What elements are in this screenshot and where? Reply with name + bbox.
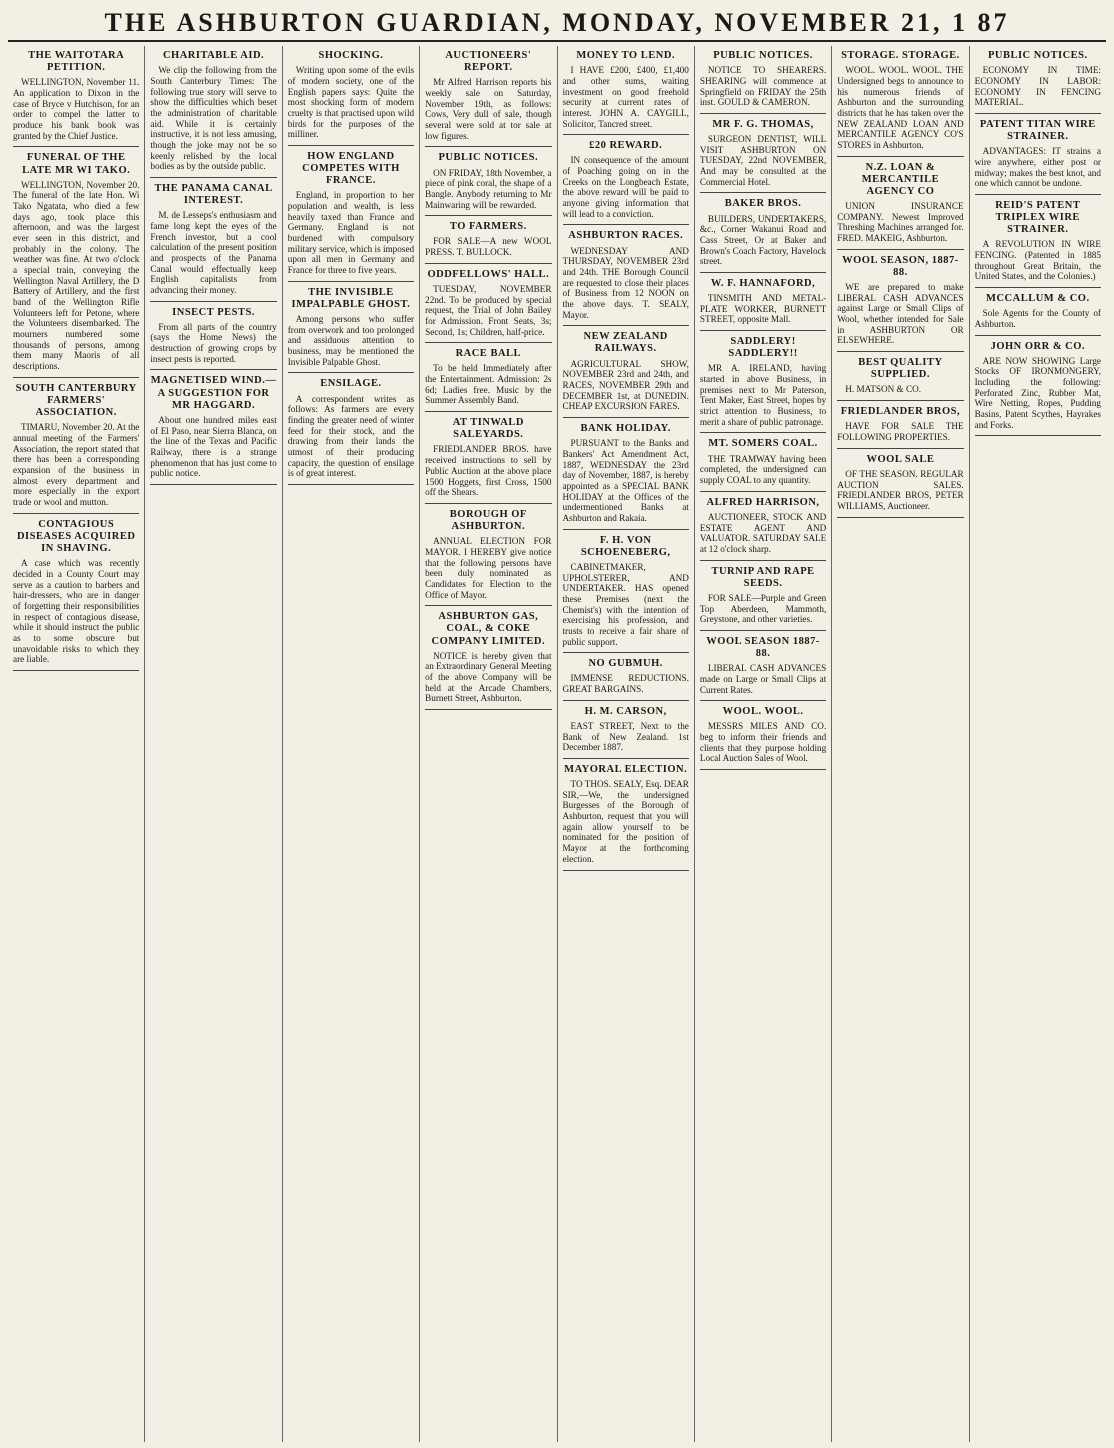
divider (700, 113, 826, 114)
article-body: ADVANTAGES: IT strains a wire anywhere, either post or midway; makes the best knot, and one which cannot be undone. (974, 146, 1101, 189)
article-body: Sole Agents for the County of Ashburton. (974, 308, 1101, 329)
article-title: MAYORAL ELECTION. (564, 763, 688, 775)
article-title: ASHBURTON RACES. (568, 230, 684, 242)
article-body: MESSRS MILES AND CO. beg to inform their friends and clients that they purpose holding Local Auction Sales of Wool. (699, 721, 827, 764)
column-6 (695, 46, 832, 1442)
article-body: LIBERAL CASH ADVANCES made on Large or Small Clips at Current Rates. (699, 663, 827, 695)
divider (975, 194, 1101, 195)
article-body: ECONOMY IN TIME: ECONOMY IN LABOR: ECONOMY IN FENCING MATERIAL. (974, 65, 1101, 108)
column-8 (970, 46, 1106, 1442)
column-5 (558, 46, 695, 1442)
article-body: THE TRAMWAY having been completed, the undersigned can supply COAL to any quantity. (699, 453, 827, 485)
article-body: WELLINGTON, November 20. The funeral of the late Hon. Wi Tako Ngatata, who died a few days ago, took place this afternoon, and was the largest ever seen in this district, and probably in the colony. The weather was fine. At two o'clock a special train, conveying the Wellington Naval Artillery, the D Battery of Artillery, and the first band of the Wellington Rifle Volunteers left for Petone, where the Volunteers disembarked. The mourners numbered some thousands of persons, among them many Maoris of all descriptions. (13, 179, 140, 372)
article-body: SURGEON DENTIST, WILL VISIT ASHBURTON ON TUESDAY, 22nd NOVEMBER, And may be consulted at the Commercial Hotel. (699, 134, 827, 187)
divider (150, 369, 276, 370)
divider (13, 377, 139, 378)
article-body: BUILDERS, UNDERTAKERS, &c., Corner Wakanui Road and Cass Street, Or at Baker and Brown's Coach Factory, Havelock street. (699, 213, 827, 267)
article-title: AUCTIONEERS' REPORT. (445, 50, 532, 74)
article-title: £20 REWARD. (589, 140, 663, 152)
divider (288, 372, 414, 373)
divider (837, 448, 963, 449)
article-body: England, in proportion to her population and wealth, is less heavily taxed than France and Germany. England is not burdened with compulsory military service, which is imposed upon all men in Germany and France for three to five years. (287, 190, 415, 276)
article-title: MONEY TO LEND. (576, 50, 676, 61)
divider (150, 177, 276, 178)
divider (837, 400, 963, 401)
article-body: M. de Lesseps's enthusiasm and fame long kept the eyes of the French investor, but a cool calculation of the present position and prospects of the Panama Canal would effectually keep English capitalists from advancing their money. (150, 210, 277, 295)
article-body: WE are prepared to make LIBERAL CASH ADVANCES against Large or Small Clips of Wool, whether intended for Sale in ASHBURTON OR ELSEWHERE. (837, 282, 964, 346)
article-title: W. F. HANNAFORD, (710, 277, 816, 289)
article-title: MCCALLUM & CO. (986, 293, 1090, 305)
article-title: FRIEDLANDER BROS, (840, 406, 961, 418)
divider (837, 351, 963, 352)
article-title: PUBLIC NOTICES. (987, 50, 1088, 61)
article-body: EAST STREET, Next to the Bank of New Zealand. 1st December 1887. (562, 720, 689, 753)
divider (13, 670, 139, 671)
article-title: SADDLERY! SADDLERY!! (728, 336, 798, 360)
article-body: AUCTIONEER, STOCK AND ESTATE AGENT AND VALUATOR. SATURDAY SALE at 12 o'clock sharp. (699, 511, 827, 554)
article-body: AGRICULTURAL SHOW, NOVEMBER 23rd and 24th, and RACES, NOVEMBER 29th and DECEMBER 1st, at DUNEDIN. CHEAP EXCURSION FARES. (562, 358, 689, 412)
article-body: WELLINGTON, November 11. An application to Dixon in the case of Bryce v Hutchison, for an order to compel the latter to produce his bank book was granted by the Chief Justice. (13, 77, 140, 141)
article-body: OF THE SEASON. REGULAR AUCTION SALES. FRIEDLANDER BROS, PETER WILLIAMS, Auctioneer. (837, 468, 964, 511)
article-title: TO FARMERS. (449, 221, 527, 233)
article-title: STORAGE. STORAGE. (841, 50, 960, 61)
article-body: WOOL. WOOL. WOOL. THE Undersigned begs to announce to his numerous friends of Ashburton and the surrounding districts that he has taken over the NEW ZEALAND LOAN AND MERCANTILE AGENCY CO'S STORES in Ashburton. (837, 65, 964, 150)
article-body: WEDNESDAY AND THURSDAY, NOVEMBER 23rd and 24th. THE Borough Council are requested to close their places of Business from 12 NOON on the above days. T. SEALY, Mayor. (562, 245, 689, 320)
article-body: TINSMITH AND METAL-PLATE WORKER, BURNETT STREET, opposite Mall. (699, 293, 827, 325)
article-title: CONTAGIOUS DISEASES ACQUIRED IN SHAVING. (16, 518, 136, 555)
article-title: ASHBURTON GAS, COAL, & COKE COMPANY LIMITED. (431, 611, 546, 647)
divider (13, 146, 139, 147)
article-title: THE WAITOTARA PETITION. (28, 50, 125, 74)
article-title: MAGNETISED WIND.—A SUGGESTION FOR MR HAGGARD. (150, 375, 277, 411)
article-body: I HAVE £200, £400, £1,400 and other sums, waiting investment on good freehold security at current rates of interest. JOHN A. CAYGILL, Solicitor, Tancred street. (562, 65, 689, 129)
article-title: MR F. G. THOMAS, (712, 118, 814, 130)
column-4 (420, 46, 557, 1442)
article-title: N.Z. LOAN & MERCANTILE AGENCY CO (861, 161, 940, 197)
divider (700, 491, 826, 492)
article-body: MR A. IRELAND, having started in above Business, in premises next to Mr Paterson, Tent Maker, East Street, hopes by strict attention to Business, to merit a share of public patronage. (699, 363, 827, 427)
article-title: SHOCKING. (318, 50, 384, 61)
article-title: JOHN ORR & CO. (990, 340, 1086, 352)
divider (150, 484, 276, 485)
article-body: IN consequence of the amount of Poaching going on in the Creeks on the Longbeach Estate, the above reward will be paid to anyone giving information that will lead to a conviction. (562, 155, 689, 219)
article-body: A correspondent writes as follows: As farmers are every finding the greater need of winter feed for their stock, and the drawing from their lands the utmost of their producing capacity, the question of ensilage is of great interest. (287, 393, 415, 479)
article-body: TUESDAY, NOVEMBER 22nd. To be produced by special request, the Trial of John Bailey for Admission. Front Seats, 3s; Second, 1s; Children, half-price. (425, 283, 552, 337)
article-title: F. H. VON SCHOENEBERG, (580, 534, 671, 558)
divider (975, 287, 1101, 288)
column-7 (832, 46, 969, 1442)
divider (563, 134, 689, 135)
article-title: ODDFELLOWS' HALL. (427, 268, 550, 280)
column-3 (283, 46, 420, 1442)
article-title: BANK HOLIDAY. (580, 422, 671, 434)
divider (425, 605, 551, 606)
divider (700, 272, 826, 273)
article-body: From all parts of the country (says the Home News) the destruction of growing crops by insect pests is reported. (150, 321, 277, 364)
article-title: H. M. CARSON, (584, 705, 667, 717)
divider (425, 411, 551, 412)
divider (837, 249, 963, 250)
article-body: NOTICE TO SHEARERS. SHEARING will commence at Springfield on FRIDAY the 25th inst. GOULD & CAMERON. (699, 65, 827, 108)
columns-container (8, 46, 1106, 1442)
divider (425, 263, 551, 264)
article-body: FOR SALE—Purple and Green Top Aberdeen, Mammoth, Greystone, and other varieties. (699, 592, 827, 625)
divider (563, 758, 689, 759)
article-title: CHARITABLE AID. (162, 50, 265, 61)
article-title: NEW ZEALAND RAILWAYS. (583, 331, 668, 355)
divider (425, 215, 551, 216)
article-body: FRIEDLANDER BROS. have received instructions to sell by Public Auction at the above place 1500 Hoggets, first Cross, 1500 off the Shears. (425, 444, 552, 498)
article-body: CABINETMAKER, UPHOLSTERER, AND UNDERTAKER. HAS opened these Premises (next the Chemist's) with the intention of exercising his profession, and trusts to receive a fair share of public support. (562, 561, 689, 647)
column-2 (145, 46, 282, 1442)
divider (700, 769, 826, 770)
divider (288, 281, 414, 282)
article-body: Mr Alfred Harrison reports his weekly sale on Saturday, November 19th, as follows: Cows, Very dull of sale, though several were sold at tor sale at low figures. (425, 77, 552, 141)
divider (700, 330, 826, 331)
divider (700, 560, 826, 561)
divider (563, 870, 689, 871)
divider (700, 700, 826, 701)
article-title: NO GUBMUH. (588, 658, 663, 670)
divider (425, 342, 551, 343)
article-title: BEST QUALITY SUPPLIED. (858, 357, 943, 381)
article-title: WOOL SALE (866, 453, 935, 465)
article-body: TO THOS. SEALY, Esq. DEAR SIR,—We, the undersigned Burgesses of the Borough of Ashburton, request that you will again allow yourself to be nominated for the position of Mayor at the forthcoming election. (562, 779, 689, 864)
divider (563, 652, 689, 653)
article-title: BOROUGH OF ASHBURTON. (449, 508, 527, 533)
article-body: H. MATSON & CO. (845, 384, 922, 395)
article-title: AT TINWALD SALEYARDS. (452, 417, 524, 441)
article-body: Writing upon some of the evils of modern society, one of the English papers says: Quite the most shocking form of modern cruelty is that practised upon wild birds for the purposes of the milliner. (287, 65, 415, 140)
article-title: BAKER BROS. (724, 198, 802, 210)
divider (837, 156, 963, 157)
article-body: About one hundred miles east of El Paso, near Sierra Blanca, on the line of the Texas and Pacific Railway, there is a strange phenomenon that has just come to public notice. (150, 414, 277, 479)
article-title: MT. SOMERS COAL. (708, 438, 818, 450)
article-body: ON FRIDAY, 18th November, a piece of pink coral, the shape of a Bangle. Anybody returning to Mr Mainwaring will be rewarded. (425, 167, 552, 210)
article-title: ENSILAGE. (320, 378, 382, 390)
divider (563, 325, 689, 326)
article-title: SOUTH CANTERBURY FARMERS' ASSOCIATION. (15, 382, 137, 419)
article-body: To be held Immediately after the Entertainment. Admission: 2s 6d; Ladies free. Music by the Summer Assembly Band. (425, 363, 552, 406)
divider (975, 335, 1101, 336)
divider (13, 513, 139, 514)
article-title: ALFRED HARRISON, (706, 496, 820, 508)
article-body: UNION INSURANCE COMPANY. Newest Improved Threshing Machines arranged for. FRED. MAKEIG, Ashburton. (837, 201, 964, 244)
divider (288, 145, 414, 146)
article-title: PATENT TITAN WIRE STRAINER. (979, 118, 1096, 143)
article-title: FUNERAL OF THE LATE MR WI TAKO. (22, 152, 131, 176)
divider (563, 224, 689, 225)
divider (563, 700, 689, 701)
article-title: HOW ENGLAND COMPETES WITH FRANCE. (302, 150, 400, 187)
divider (563, 417, 689, 418)
article-body: FOR SALE—A new WOOL PRESS. T. BULLOCK. (425, 236, 552, 258)
divider (975, 435, 1101, 436)
article-title: WOOL SEASON 1887-88. (706, 635, 820, 660)
divider (150, 301, 276, 302)
article-title: WOOL SEASON, 1887-88. (842, 254, 959, 278)
article-body: HAVE FOR SALE THE FOLLOWING PROPERTIES. (837, 421, 964, 442)
divider (563, 529, 689, 530)
article-title: TURNIP AND RAPE SEEDS. (711, 565, 815, 589)
divider (425, 146, 551, 147)
divider (975, 113, 1101, 114)
article-title: INSECT PESTS. (172, 306, 255, 318)
article-body: IMMENSE REDUCTIONS. GREAT BARGAINS. (562, 673, 689, 695)
article-body: ANNUAL ELECTION FOR MAYOR. I HEREBY give notice that the following persons have been duly nominated as Candidates for Election to the Office of Mayor. (425, 536, 552, 600)
article-body: NOTICE is hereby given that an Extraordinary General Meeting of the above Company will be held at the Arcade Chambers, Burnett Street, Ashburton. (425, 650, 552, 704)
divider (425, 709, 551, 710)
article-body: We clip the following from the South Canterbury Times: The following true story will serve to show the difficulties which beset the administration of charitable aid. While it is certainly instructive, it is not less amusing, though the joke may not be so keenly relished by the local bodies as by the outside public. (150, 65, 277, 172)
article-title: RACE BALL (455, 348, 522, 360)
divider (837, 517, 963, 518)
article-title: REID'S PATENT TRIPLEX WIRE STRAINER. (995, 199, 1081, 236)
article-title: PUBLIC NOTICES. (713, 50, 813, 61)
divider (700, 432, 826, 433)
article-body: Among persons who suffer from overwork and too prolonged and assiduous attention to business, may be mentioned the Invisible Palpable Ghost. (287, 314, 415, 367)
article-title: WOOL. WOOL. (722, 706, 804, 718)
article-body: ARE NOW SHOWING Large Stocks OF IRONMONGERY, Including the following: Perforated Zinc, Rubber Mat, Wire Netting, Ropes, Pudding Basins, Patent Scythes, Hayrakes and Forks. (974, 355, 1101, 430)
column-1 (8, 46, 145, 1442)
masthead: THE ASHBURTON GUARDIAN, MONDAY, NOVEMBER 21, 1 87 (8, 6, 1106, 42)
divider (700, 630, 826, 631)
article-title: PUBLIC NOTICES. (438, 152, 539, 164)
article-title: THE PANAMA CANAL INTEREST. (154, 182, 273, 207)
article-body: A case which was recently decided in a County Court may serve as a caution to barbers and hair-dressers, who are in danger of forgetting their responsibilities in respect of contagious disease, while it should instruct the public as to some obscure but unavoidable risks to which they are liable. (13, 558, 140, 665)
article-body: A REVOLUTION IN WIRE FENCING. (Patented in 1885 throughout Great Britain, the United States, and the Colonies.) (974, 239, 1101, 282)
divider (700, 192, 826, 193)
divider (425, 503, 551, 504)
article-body: PURSUANT to the Banks and Bankers' Act Amendment Act, 1887, WEDNESDAY the 23rd day of November, 1887, is hereby appointed as a SPECIAL BANK HOLIDAY at the Offices of the undermentioned Banks at Ashburton and Rakaia. (562, 438, 689, 523)
article-body: TIMARU, November 20. At the annual meeting of the Farmers' Association, the report stated that there has been a corresponding expansion of the business in almost every department and more especially in the export trade or wool and mutton. (13, 422, 140, 508)
article-title: THE INVISIBLE IMPALPABLE GHOST. (291, 286, 411, 310)
divider (288, 484, 414, 485)
